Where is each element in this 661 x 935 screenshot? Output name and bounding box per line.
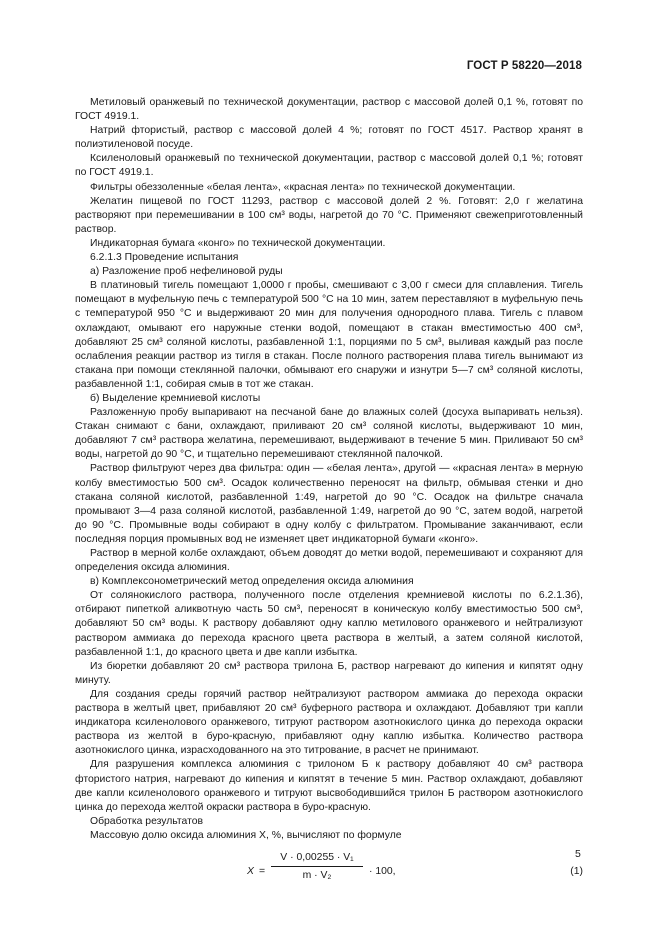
paragraph: В платиновый тигель помещают 1,0000 г пробы, смешивают с 3,00 г смеси для сплавления. Тигель помещают в муфельную печь с температурой 500 °С на 10 мин, затем переставляют в муфельную печь с температурой 950 °С и выдерживают 20 мин для получения однородного плава. Тигель с плавом охлаждают, омывают его наружные стенки водой, помещают в стакан вместимостью 400 см³, добавляют 25 см³ соляной кислоты, разбавленной 1:1, порциями по 5 см³, выливая каждый раз после ослабления реакции раствор из тигля в стакан. После полного растворения плава тигель вынимают из стакана при помощи стеклянной палочки, обмывают его снаружи и изнутри 5—7 см³ соляной кислоты, разбавленной 1:1, собирая смыв в тот же стакан. — [75, 280, 583, 390]
paragraph: Разложенную пробу выпаривают на песчаной бане до влажных солей (досуха выпаривать нельзя). Стакан снимают с бани, охлаждают, приливают 20 см³ соляной кислоты, выдерживают 10 мин, добавляют 7 см³ раствора желатина, перемешивают, выдерживают в течение 5 мин. Приливают 50 см³ воды, нагретой до 90 °С, и тщательно перемешивают стеклянной палочкой. — [75, 407, 583, 461]
formula-equals: = — [259, 865, 266, 877]
formula-lhs: X — [247, 865, 254, 877]
formula-numerator: V · 0,00255 · V₁ — [280, 851, 354, 863]
formula-block — [75, 851, 583, 897]
section-heading: 6.2.1.3 Проведение испытания — [90, 252, 239, 264]
standard-header: ГОСТ Р 58220—2018 — [466, 60, 582, 72]
document-body — [75, 96, 583, 897]
formula-denominator: m · V₂ — [302, 869, 332, 881]
paragraph: Раствор в мерной колбе охлаждают, объем доводят до метки водой, перемешивают и сохраняют для определения оксида алюминия. — [75, 548, 583, 574]
paragraph: От солянокислого раствора, полученного после отделения кремниевой кислоты по 6.2.1.3б), отбирают пипеткой аликвотную часть 50 см³, переносят в коническую колбу вместимостью 500 см³, добавляют 50 см³ воды. К раствору добавляют одну каплю метилового оранжевого и нейтрализуют раствором аммиака до перехода красного цвета раствора в желтый, а затем соляной кислотой, разбавленной 1:1, до красного цвета и две капли избытка. — [75, 590, 583, 658]
paragraph: Фильтры обеззоленные «белая лента», «красная лента» по технической документации. — [90, 181, 516, 193]
formula-tail: · 100, — [369, 865, 396, 877]
subsection-heading: б) Выделение кремниевой кислоты — [90, 392, 261, 404]
page-number: 5 — [575, 848, 581, 860]
paragraph: Желатин пищевой по ГОСТ 11293, раствор с массовой долей 2 %. Готовят: 2,0 г желатина растворяют при перемешивании в 100 см³ воды, нагретой до 70 °С. Применяют свежеприготовленный раствор. — [75, 195, 583, 235]
paragraph: Раствор фильтруют через два фильтра: один — «белая лента», другой — «красная лента» в мерную колбу вместимостью 500 см³. Осадок количественно переносят на фильтр, обмывая стенки и дно стакана соляной кислотой, разбавленной 1:49, нагретой до 90 °С. Осадок на фильтре сначала промывают 3—4 раза соляной кислотой, разбавленной 1:49, нагретой до 90 °С, затем водой, нагретой до 90 °С. Промывные воды собирают в одну колбу с фильтратом. Промывание заканчивают, если последняя порция промывных вод не изменяет цвет индикаторной бумаги «конго». — [75, 463, 583, 545]
paragraph: Метиловый оранжевый по технической документации, раствор с массовой долей 0,1 %, готовят по ГОСТ 4919.1. — [75, 97, 583, 123]
subsection-heading: в) Комплексонометрический метод определения оксида алюминия — [90, 576, 414, 588]
paragraph: Для разрушения комплекса алюминия с трилоном Б к раствору добавляют 40 см³ раствора фтористого натрия, нагревают до кипения и кипятят в течение 5 мин. Раствор охлаждают, добавляют две капли ксиленолового оранжевого и титруют высвободившийся трилон Б раствором азотнокислого цинка до перехода желтой окраски раствора в буро-красную. — [75, 759, 583, 813]
formula-fraction — [269, 851, 365, 883]
subsection-heading: а) Разложение проб нефелиновой руды — [90, 266, 283, 278]
paragraph: Натрий фтористый, раствор с массовой долей 4 %; готовят по ГОСТ 4517. Раствор хранят в полиэтиленовой посуде. — [75, 125, 583, 151]
formula-number: (1) — [570, 865, 583, 877]
paragraph: Ксиленоловый оранжевый по технической документации, раствор с массовой долей 0,1 %; готовят по ГОСТ 4919.1. — [75, 153, 583, 179]
paragraph: Для создания среды горячий раствор нейтрализуют раствором аммиака до перехода окраски раствора в желтый цвет, прибавляют 20 см³ буферного раствора и охлаждают. Добавляют три капли индикатора ксиленолового оранжевого, титруют раствором азотнокислого цинка до перехода окраски раствора из желтой в буро-красную, прибавляют одну каплю избытка. Количество раствора азотнокислого цинка, израсходованного на это титрование, в расчет не принимают. — [75, 688, 583, 757]
paragraph: Массовую долю оксида алюминия X, %, вычисляют по формуле — [90, 829, 402, 841]
paragraph: Из бюретки добавляют 20 см³ раствора трилона Б, раствор нагревают до кипения и кипятят одну минуту. — [75, 660, 583, 686]
paragraph: Индикаторная бумага «конго» по технической документации. — [90, 237, 386, 249]
section-heading: Обработка результатов — [90, 815, 204, 827]
formula — [247, 851, 583, 897]
